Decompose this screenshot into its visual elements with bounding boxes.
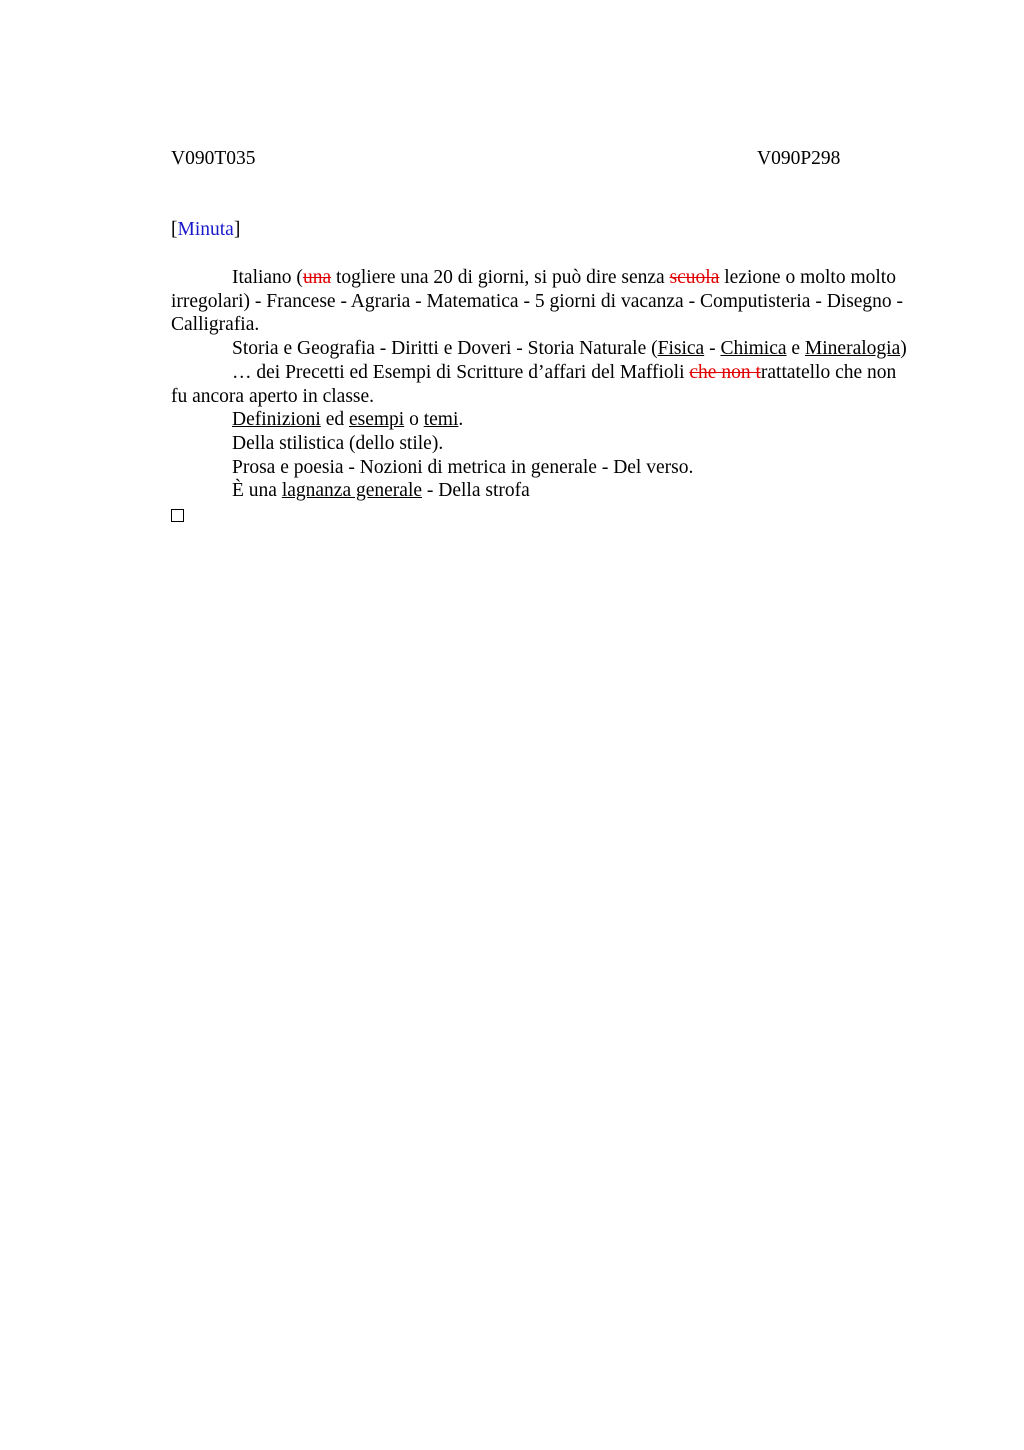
underlined-text: temi: [423, 409, 459, 431]
bracket-close: ]: [233, 219, 241, 240]
deleted-text: che non t: [689, 361, 761, 383]
text-run: lezione o molto molto irregolari) - Francese - Agraria - Matematica - 5 giorni di vacanza - Computisteria - Disegno - Calligrafia.: [171, 267, 904, 336]
document-body: [171, 266, 916, 529]
text-run: e: [786, 338, 805, 360]
text-run: Storia e Geografia - Diritti e Doveri - Storia Naturale (: [232, 338, 658, 360]
text-run: È una: [232, 480, 282, 502]
document-code-right: V090P298: [757, 148, 841, 169]
text-run: rattatello che non fu ancora aperto in classe.: [171, 361, 897, 407]
square-icon: [171, 509, 184, 522]
text-run: ed: [320, 409, 349, 431]
text-run: -: [704, 338, 721, 360]
text-run: Italiano (: [232, 267, 303, 288]
paragraph-3: [171, 361, 916, 408]
text-run: o: [404, 409, 424, 431]
paragraph-7: [171, 479, 916, 503]
document-code-left: V090T035: [171, 148, 256, 169]
paragraph-5: Della stilistica (dello stile).: [232, 432, 444, 454]
text-run: ): [900, 338, 907, 360]
underlined-text: Fisica: [657, 338, 705, 360]
underlined-text: esempi: [348, 409, 405, 431]
paragraph-1: [171, 266, 916, 337]
paragraph-6: Prosa e poesia - Nozioni di metrica in generale - Del verso.: [232, 456, 694, 478]
text-run: togliere una 20 di giorni, si può dire senza: [331, 267, 670, 288]
paragraph-2: [171, 337, 916, 361]
text-run: … dei Precetti ed Esempi di Scritture d’affari del Maffioli: [232, 361, 690, 383]
underlined-text: Chimica: [720, 338, 787, 360]
underlined-text: Mineralogia: [804, 338, 901, 360]
deleted-text: una: [302, 267, 332, 288]
bracket-open: [: [171, 219, 178, 240]
end-marker: [171, 503, 916, 529]
minuta-tag: Minuta: [177, 219, 234, 240]
text-run: - Della strofa: [422, 480, 530, 502]
underlined-text: lagnanza generale: [281, 480, 423, 502]
paragraph-4: [171, 408, 916, 432]
deleted-text: scuola: [669, 267, 720, 288]
minuta-label: [171, 218, 240, 242]
text-run: .: [458, 409, 464, 431]
underlined-text: Definizioni: [232, 409, 321, 431]
